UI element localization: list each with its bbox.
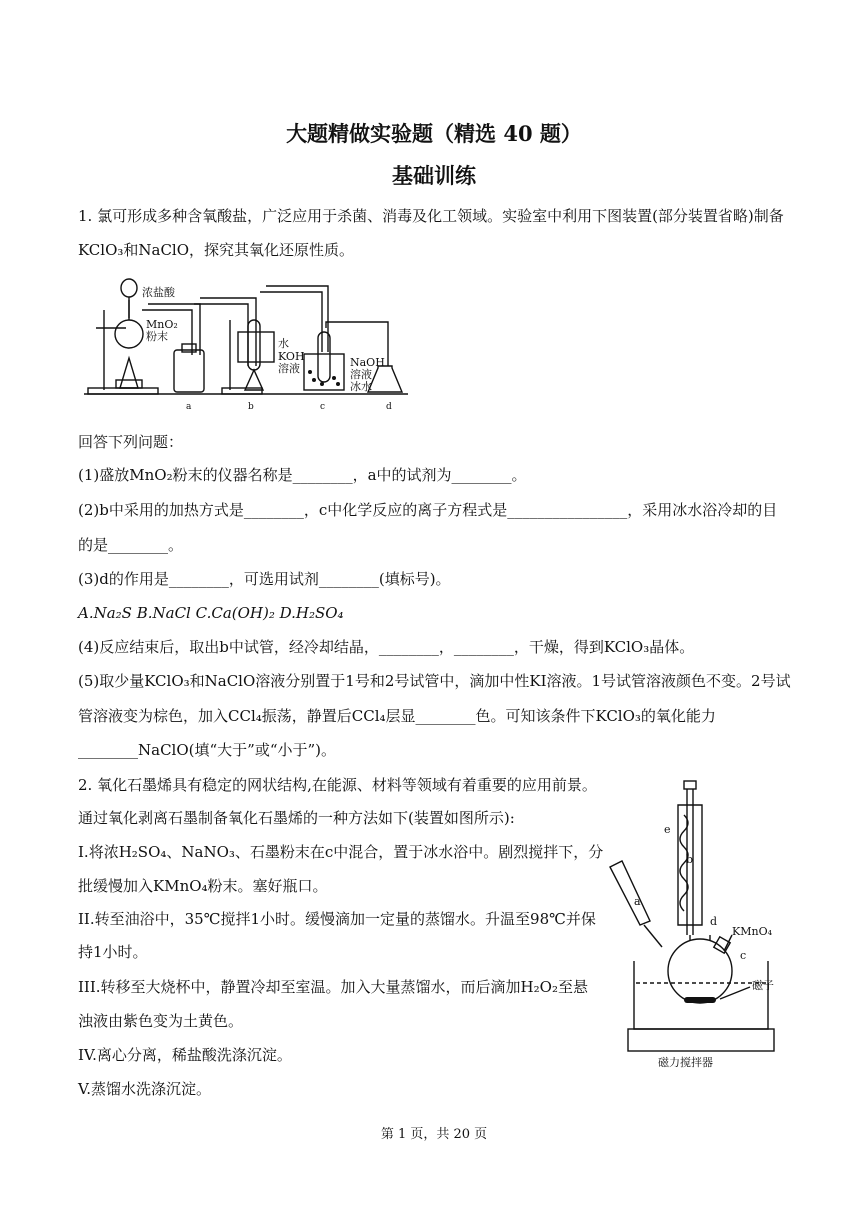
- q1-options: A.Na₂S B.NaCl C.Ca(OH)₂ D.H₂SO₄: [78, 604, 344, 622]
- answer-intro: 回答下列问题：: [78, 433, 184, 451]
- label-d: d: [386, 402, 392, 412]
- q2-line1: 2. 氧化石墨烯具有稳定的网状结构,在能源、材料等领域有着重要的应用前景。: [78, 776, 597, 794]
- q2-line2: 通过氧化剥离石墨制备氧化石墨烯的一种方法如下(装置如图所示):: [78, 809, 515, 827]
- q2-step2-line1: II.转至油浴中，35℃搅拌1小时。缓慢滴加一定量的蒸馏水。升温至98℃并保: [78, 910, 596, 928]
- section-title: 基础训练: [392, 163, 476, 188]
- label-conc-hcl: 浓盐酸: [142, 286, 175, 299]
- label-water: 水: [278, 337, 289, 350]
- label-naoh-solution: 溶液: [350, 368, 372, 381]
- label-naoh: NaOH: [350, 356, 385, 369]
- q2-step3-line2: 浊液由紫色变为土黄色。: [78, 1012, 244, 1030]
- page-footer: 第 1 页，共 20 页: [380, 1127, 488, 1142]
- q1-line2: KClO₃和NaClO，探究其氧化还原性质。: [78, 241, 355, 259]
- q1-part5-line1: (5)取少量KClO₃和NaClO溶液分别置于1号和2号试管中，滴加中性KI溶液。1号试管溶液颜色不变。2号试: [78, 672, 791, 690]
- q1-part3: (3)d的作用是________，可选用试剂________(填标号)。: [78, 570, 451, 588]
- q1-part2-line2: 的是________。: [78, 536, 184, 554]
- label-c: c: [320, 402, 326, 412]
- label-a: a: [186, 402, 192, 412]
- label-mno2-powder: 粉末: [146, 330, 168, 343]
- q1-part5-line2: 管溶液变为棕色，加入CCl₄振荡，静置后CCl₄层显________色。可知该条件下KClO₃的氧化能力: [78, 707, 716, 725]
- apparatus-figure-1: [82, 270, 412, 415]
- label-d2: d: [710, 915, 718, 928]
- q1-part4: (4)反应结束后，取出b中试管，经冷却结晶，________，________，干燥，得到KClO₃晶体。: [78, 638, 695, 656]
- q2-step1-line2: 批缓慢加入KMnO₄粉末。塞好瓶口。: [78, 877, 328, 895]
- apparatus-figure-2: [600, 775, 800, 1075]
- label-koh-solution: 溶液: [278, 362, 300, 375]
- label-e: e: [664, 823, 671, 836]
- label-kmno4: KMnO₄: [732, 925, 772, 938]
- label-b: b: [248, 402, 254, 412]
- stir-bar: [684, 997, 716, 1003]
- q1-part5-line3: ________NaClO(填“大于”或“小于”)。: [78, 741, 337, 759]
- q1-line1: 1. 氯可形成多种含氧酸盐，广泛应用于杀菌、消毒及化工领域。实验室中利用下图装置(部分装置省略)制备: [78, 207, 784, 225]
- label-stir-bar: 磁子: [752, 979, 774, 992]
- q2-step5: V.蒸馏水洗涤沉淀。: [78, 1080, 211, 1098]
- q2-step1-line1: I.将浓H₂SO₄、NaNO₃、石墨粉末在c中混合，置于冰水浴中。剧烈搅拌下，分: [78, 843, 604, 861]
- label-ice-water: 冰水: [350, 380, 372, 393]
- label-a2: a: [634, 895, 641, 908]
- q2-step2-line2: 持1小时。: [78, 943, 148, 961]
- q1-part1: (1)盛放MnO₂粉末的仪器名称是________，a中的试剂为________。: [78, 466, 527, 484]
- page-title: 大题精做实验题（精选 40 题）: [286, 121, 582, 146]
- q2-step3-line1: III.转移至大烧杯中，静置冷却至室温。加入大量蒸馏水，而后滴加H₂O₂至悬: [78, 978, 588, 996]
- label-koh: KOH: [278, 350, 305, 363]
- label-mno2: MnO₂: [146, 318, 178, 331]
- label-magnetic-stirrer: 磁力搅拌器: [658, 1056, 713, 1069]
- q2-step4: IV.离心分离，稀盐酸洗涤沉淀。: [78, 1046, 292, 1064]
- label-c2: c: [740, 949, 747, 962]
- q1-part2-line1: (2)b中采用的加热方式是________，c中化学反应的离子方程式是________________，采用冰水浴冷却的目: [78, 501, 778, 519]
- label-b2: b: [686, 853, 694, 866]
